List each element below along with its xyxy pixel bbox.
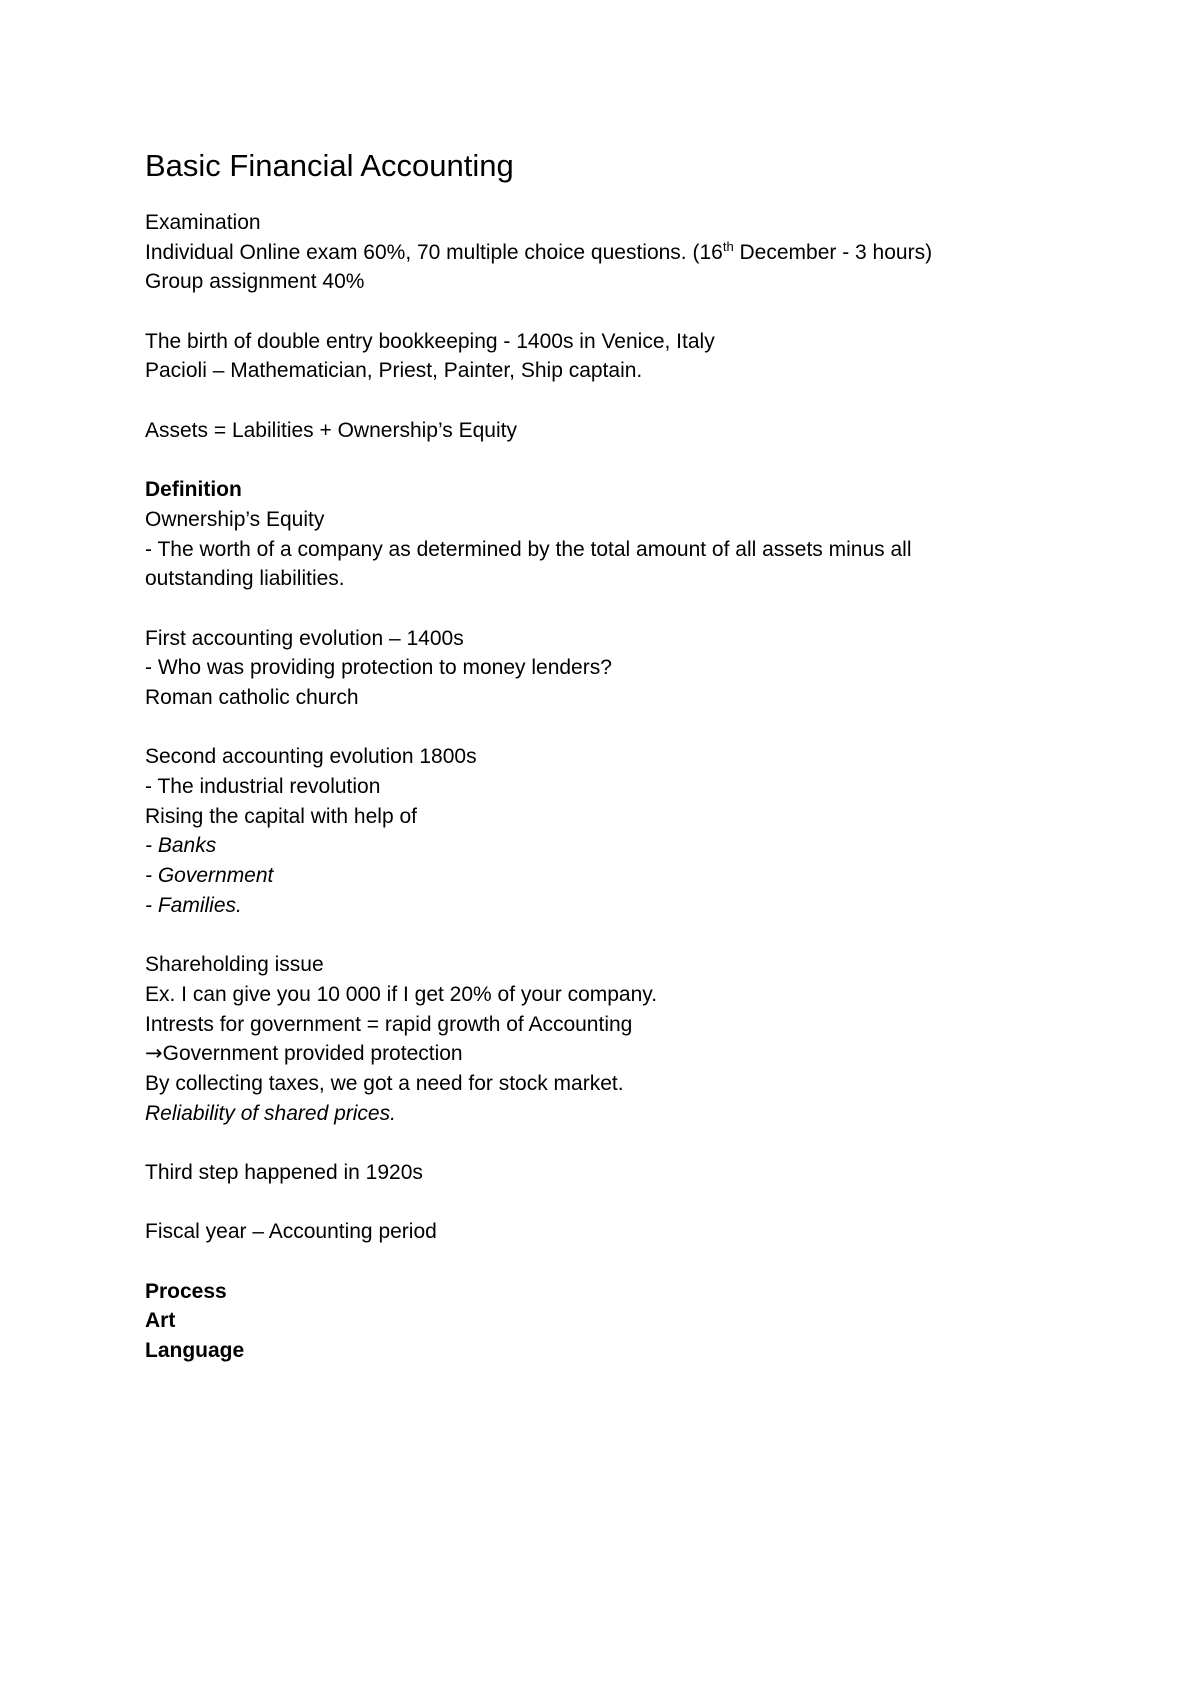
spacer	[145, 594, 1045, 624]
exam-line-main: Individual Online exam 60%, 70 multiple choice questions. (16	[145, 240, 723, 264]
closing-term-language: Language	[145, 1339, 245, 1363]
spacer	[145, 386, 1045, 416]
accounting-equation: Assets = Labilities + Ownership’s Equity	[145, 418, 517, 442]
spacer	[145, 297, 1045, 327]
definition-text: - The worth of a company as determined by the total amount of all assets minus all outstanding liabilities.	[145, 537, 912, 591]
shareholding-taxes: By collecting taxes, we got a need for stock market.	[145, 1071, 624, 1095]
definition-heading: Definition	[145, 478, 242, 502]
pacioli-line: Pacioli – Mathematician, Priest, Painter, Ship captain.	[145, 359, 643, 383]
document-title: Basic Financial Accounting	[145, 148, 514, 183]
spacer	[145, 1128, 1045, 1158]
list-item-banks: - Banks	[145, 834, 217, 858]
birth-of-bookkeeping-line: The birth of double entry bookkeeping - 1400s in Venice, Italy	[145, 329, 715, 353]
definition-term: Ownership’s Equity	[145, 507, 325, 531]
shareholding-interests: Intrests for government = rapid growth of Accounting	[145, 1012, 633, 1036]
list-item-government: - Government	[145, 864, 274, 888]
closing-term-art: Art	[145, 1309, 176, 1333]
shareholding-protection-line	[145, 1039, 1045, 1069]
second-evolution-point: - The industrial revolution	[145, 775, 381, 799]
exam-line-superscript: th	[722, 238, 734, 254]
shareholding-protection: Government provided protection	[162, 1042, 463, 1066]
first-evolution-answer: Roman catholic church	[145, 686, 359, 710]
first-evolution-heading: First accounting evolution – 1400s	[145, 626, 464, 650]
shareholding-heading: Shareholding issue	[145, 953, 324, 977]
exam-line-tail: December - 3 hours)	[733, 240, 933, 264]
spacer	[145, 921, 1045, 951]
second-evolution-heading: Second accounting evolution 1800s	[145, 745, 477, 769]
right-arrow-icon: →	[145, 1041, 163, 1066]
document-body	[145, 146, 1045, 1366]
second-evolution-intro: Rising the capital with help of	[145, 804, 417, 828]
shareholding-reliability: Reliability of shared prices.	[145, 1101, 396, 1125]
closing-term-process: Process	[145, 1279, 227, 1303]
list-item-families: - Families.	[145, 893, 242, 917]
spacer	[145, 1247, 1045, 1277]
spacer	[145, 1188, 1045, 1218]
group-assignment-line: Group assignment 40%	[145, 270, 365, 294]
examination-heading: Examination	[145, 211, 261, 234]
fiscal-year-line: Fiscal year – Accounting period	[145, 1220, 437, 1244]
exam-line	[145, 238, 1045, 268]
spacer	[145, 713, 1045, 743]
spacer	[145, 446, 1045, 476]
third-step-line: Third step happened in 1920s	[145, 1161, 423, 1185]
shareholding-example: Ex. I can give you 10 000 if I get 20% of your company.	[145, 982, 658, 1006]
first-evolution-question: - Who was providing protection to money lenders?	[145, 656, 612, 680]
